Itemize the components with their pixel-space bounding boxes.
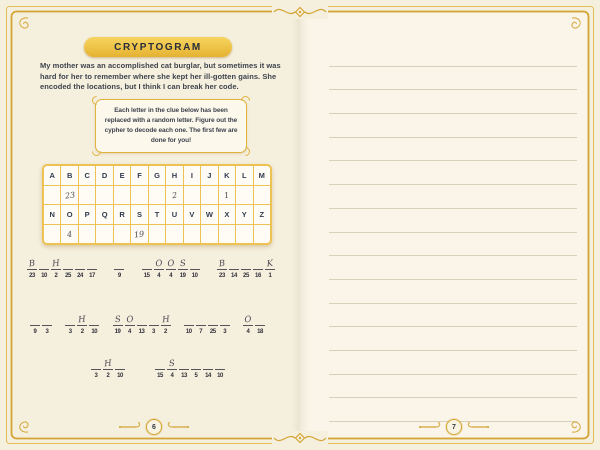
- clue-blank: [39, 259, 49, 279]
- table-number-cell: [254, 186, 270, 204]
- table-number-cell: [114, 186, 130, 204]
- handwritten-letter: [183, 315, 194, 326]
- ruled-line: [329, 233, 577, 257]
- badge-flourish-icon: [118, 421, 144, 433]
- handwritten-letter: O: [154, 258, 163, 270]
- handwritten-letter: [148, 315, 159, 326]
- handwritten-letter: [89, 315, 100, 326]
- handwritten-letter: O: [244, 314, 252, 326]
- cipher-number: 4: [170, 372, 174, 379]
- handwritten-letter: [195, 315, 206, 326]
- handwritten-letter: S: [168, 358, 176, 370]
- table-number-cell: [236, 186, 252, 204]
- cipher-number: 15: [157, 372, 163, 379]
- table-letter-cell: M: [254, 166, 270, 185]
- clue-blank: [166, 259, 176, 279]
- cipher-number: 19: [114, 328, 121, 335]
- clue-blank: [91, 359, 101, 379]
- table-number-cell: [254, 225, 270, 243]
- handwritten-letter: [155, 359, 166, 370]
- table-number-cell: [79, 225, 95, 243]
- clue-blank: [255, 315, 265, 335]
- handwritten-letter: [42, 315, 53, 326]
- callout-corner-flourish-icon: [239, 94, 252, 107]
- table-number-cell: [201, 225, 217, 243]
- handwritten-letter: H: [78, 314, 87, 326]
- table-number-cell: [166, 186, 182, 204]
- cipher-number: 19: [179, 272, 186, 279]
- cipher-number: 25: [243, 272, 249, 279]
- clue-word: [113, 315, 171, 335]
- handwritten-letter: [91, 359, 102, 370]
- clue-row: [30, 315, 265, 335]
- table-number-cell: [114, 225, 130, 243]
- instructions-callout: [95, 99, 247, 153]
- ruled-line: [329, 114, 577, 138]
- cipher-number: 18: [257, 328, 263, 335]
- ruled-line: [329, 209, 577, 233]
- handwritten-letter: [141, 259, 152, 270]
- clue-blank: [217, 259, 227, 279]
- table-letter-cell: O: [61, 205, 77, 224]
- cipher-number: 14: [205, 372, 211, 379]
- clue-blank: [208, 315, 218, 335]
- handwritten-letter: [136, 315, 147, 326]
- clue-blank: [154, 259, 164, 279]
- ruled-line: [329, 161, 577, 185]
- badge-flourish-icon: [418, 421, 444, 433]
- clue-row: [27, 259, 275, 279]
- page-title: CRYPTOGRAM: [114, 41, 202, 53]
- handwritten-letter: O: [125, 314, 134, 326]
- table-number-cell: [96, 186, 112, 204]
- table-number-cell: [149, 186, 165, 204]
- handwritten-letter: B: [218, 258, 226, 270]
- clue-word: [243, 315, 265, 335]
- cipher-number: 2: [80, 328, 84, 335]
- clue-blank: [27, 259, 37, 279]
- cipher-number: 4: [128, 328, 131, 335]
- handwritten-letter: [75, 259, 86, 270]
- cipher-number: 10: [91, 328, 98, 335]
- handwritten-letter: H: [51, 258, 61, 270]
- right-page-number: 7: [446, 419, 462, 435]
- table-number-cell: [44, 186, 60, 204]
- ruled-line: [329, 280, 577, 304]
- handwritten-letter: [191, 359, 202, 370]
- clue-blank: [125, 315, 135, 335]
- clue-blank: [75, 259, 85, 279]
- handwritten-letter: H: [103, 358, 113, 370]
- handwritten-letter: [39, 259, 50, 270]
- handwritten-letter: [255, 315, 266, 326]
- clue-blank: [89, 315, 99, 335]
- clue-blank: [149, 315, 159, 335]
- clue-blank: [30, 315, 40, 335]
- clue-word: [30, 315, 52, 335]
- cipher-number: 13: [181, 372, 187, 379]
- cipher-number: 10: [41, 272, 47, 279]
- table-letter-cell: B: [61, 166, 77, 185]
- handwritten-letter: [63, 259, 74, 270]
- cipher-number: 25: [65, 272, 71, 279]
- ruled-line: [329, 375, 577, 399]
- clue-blank: [253, 259, 263, 279]
- handwritten-letter: H: [161, 314, 170, 326]
- handwritten-letter: K: [266, 258, 274, 270]
- clue-blank: [114, 259, 124, 279]
- intro-text: My mother was an accomplished cat burglar, but sometimes it was hard for her to remember where she kept her ill-gotten gains. She encoded the locations, but I think I can break her code.: [40, 61, 281, 91]
- handwritten-letter: [179, 359, 190, 370]
- cipher-number: 3: [152, 328, 155, 335]
- clue-blank: [215, 359, 225, 379]
- cipher-number: 10: [185, 328, 192, 335]
- table-number-cell: [96, 225, 112, 243]
- cipher-number: 2: [164, 328, 167, 335]
- clue-blank: [196, 315, 206, 335]
- cipher-number: 2: [106, 372, 110, 379]
- cipher-number: 3: [94, 372, 98, 379]
- handwritten-letter: [87, 259, 98, 270]
- clue-blank: [265, 259, 275, 279]
- table-letter-cell: T: [149, 205, 165, 224]
- handwritten-letter: [30, 315, 41, 326]
- table-number-cell: [131, 186, 147, 204]
- handwritten-letter: [240, 259, 251, 270]
- cipher-number: 13: [138, 328, 145, 335]
- handwritten-number: 1: [223, 190, 230, 200]
- table-letter-cell: K: [219, 166, 235, 185]
- table-letter-cell: F: [131, 166, 147, 185]
- clue-blank: [77, 315, 87, 335]
- cipher-number: 10: [191, 272, 198, 279]
- clue-blank: [178, 259, 188, 279]
- table-number-cell: [61, 225, 77, 243]
- table-letter-cell: H: [166, 166, 182, 185]
- ruled-line: [329, 185, 577, 209]
- clue-word: [142, 259, 200, 279]
- handwritten-number: 4: [66, 229, 73, 239]
- handwritten-letter: [203, 359, 214, 370]
- handwritten-letter: [252, 259, 263, 270]
- cipher-number: 4: [157, 272, 161, 279]
- callout-corner-flourish-icon: [90, 145, 103, 158]
- table-number-cell: [219, 225, 235, 243]
- ruled-line: [329, 256, 577, 280]
- table-letter-cell: S: [131, 205, 147, 224]
- cipher-number: 3: [45, 328, 49, 335]
- cipher-number: 25: [209, 328, 216, 335]
- instructions-text: Each letter in the clue below has been replaced with a random letter. Figure out the cypher to decode each one. The first few are done for you!: [104, 107, 238, 145]
- cipher-number: 14: [231, 272, 237, 279]
- cipher-number: 10: [117, 372, 123, 379]
- clue-blank: [229, 259, 239, 279]
- table-letter-cell: I: [184, 166, 200, 185]
- clue-blank: [63, 259, 73, 279]
- handwritten-letter: [114, 259, 125, 270]
- cipher-number: 9: [33, 328, 37, 335]
- table-number-cell: [149, 225, 165, 243]
- table-letter-cell: L: [236, 166, 252, 185]
- table-letter-cell: E: [114, 166, 130, 185]
- clue-blank: [191, 359, 201, 379]
- clue-blank: [167, 359, 177, 379]
- table-number-cell: [44, 225, 60, 243]
- table-letter-cell: Q: [96, 205, 112, 224]
- clue-blank: [203, 359, 213, 379]
- table-number-cell: [201, 186, 217, 204]
- clue-blank: [179, 359, 189, 379]
- cipher-number: 4: [169, 272, 173, 279]
- handwritten-letter: [65, 315, 76, 326]
- clue-word: [184, 315, 230, 335]
- cipher-number: 16: [255, 272, 261, 279]
- table-number-cell: [131, 225, 147, 243]
- cipher-number: 15: [143, 272, 150, 279]
- handwritten-letter: S: [114, 314, 121, 326]
- ruled-line: [329, 67, 577, 91]
- handwritten-number: 2: [171, 190, 178, 200]
- cipher-number: 5: [194, 372, 198, 379]
- table-letter-cell: C: [79, 166, 95, 185]
- page-number-badge-left: [118, 419, 190, 435]
- handwritten-letter: O: [166, 258, 175, 270]
- table-letter-cell: G: [149, 166, 165, 185]
- handwritten-letter: [215, 359, 226, 370]
- table-number-cell: [219, 186, 235, 204]
- table-letter-cell: Y: [236, 205, 252, 224]
- clue-blank: [142, 259, 152, 279]
- badge-flourish-icon: [464, 421, 490, 433]
- cipher-number: 1: [268, 272, 272, 279]
- clue-blank: [184, 315, 194, 335]
- handwritten-number: 23: [64, 189, 76, 201]
- handwritten-letter: S: [179, 258, 187, 270]
- clue-blank: [155, 359, 165, 379]
- page-number-badge-right: [418, 419, 490, 435]
- table-letter-cell: N: [44, 205, 60, 224]
- table-letter-cell: U: [166, 205, 182, 224]
- table-number-cell: [79, 186, 95, 204]
- handwritten-letter: [219, 315, 230, 326]
- table-number-cell: [184, 225, 200, 243]
- cipher-number: 24: [77, 272, 83, 279]
- clue-blank: [42, 315, 52, 335]
- handwritten-letter: [228, 259, 239, 270]
- ruled-line: [329, 327, 577, 351]
- left-page-number: 6: [146, 419, 162, 435]
- cipher-number: 23: [29, 272, 35, 279]
- clue-blank: [65, 315, 75, 335]
- cipher-number: 2: [54, 272, 58, 279]
- cipher-number: 4: [246, 328, 250, 335]
- clue-blank: [190, 259, 200, 279]
- clue-word: [114, 259, 124, 279]
- clue-blank: [87, 259, 97, 279]
- ruled-line: [329, 90, 577, 114]
- handwritten-letter: [207, 315, 218, 326]
- table-number-cell: [61, 186, 77, 204]
- handwritten-letter: B: [28, 258, 36, 270]
- title-banner: [84, 37, 232, 57]
- clue-word: [91, 359, 125, 379]
- clue-blank: [51, 259, 61, 279]
- clue-word: [27, 259, 97, 279]
- callout-corner-flourish-icon: [90, 94, 103, 107]
- clue-blank: [161, 315, 171, 335]
- table-letter-cell: A: [44, 166, 60, 185]
- table-number-cell: [184, 186, 200, 204]
- table-number-cell: [236, 225, 252, 243]
- table-number-cell: [166, 225, 182, 243]
- badge-flourish-icon: [164, 421, 190, 433]
- clue-row: [91, 359, 225, 379]
- cipher-number: 10: [217, 372, 223, 379]
- table-letter-cell: V: [184, 205, 200, 224]
- table-letter-cell: X: [219, 205, 235, 224]
- clue-blank: [115, 359, 125, 379]
- clue-word: [155, 359, 225, 379]
- clue-word: [65, 315, 99, 335]
- cipher-number: 23: [219, 272, 225, 279]
- cipher-number: 9: [117, 272, 121, 279]
- ruled-line: [329, 351, 577, 375]
- clue-blank: [113, 315, 123, 335]
- cipher-number: 17: [89, 272, 95, 279]
- handwritten-letter: [189, 259, 200, 270]
- table-letter-cell: Z: [254, 205, 270, 224]
- handwritten-letter: [115, 359, 126, 370]
- clue-blank: [241, 259, 251, 279]
- table-letter-cell: R: [114, 205, 130, 224]
- cipher-key-table: [42, 164, 272, 245]
- ruled-line: [329, 43, 577, 67]
- clue-blank: [103, 359, 113, 379]
- notes-page-lines: [329, 43, 577, 422]
- callout-corner-flourish-icon: [239, 145, 252, 158]
- clue-blank: [137, 315, 147, 335]
- ruled-line: [329, 304, 577, 328]
- table-letter-cell: P: [79, 205, 95, 224]
- cipher-number: 3: [68, 328, 72, 335]
- cipher-number: 3: [223, 328, 227, 335]
- cipher-number: 7: [199, 328, 203, 335]
- table-letter-cell: J: [201, 166, 217, 185]
- ruled-line: [329, 138, 577, 162]
- clue-word: [217, 259, 275, 279]
- table-letter-cell: D: [96, 166, 112, 185]
- handwritten-number: 19: [133, 228, 146, 240]
- clue-blank: [243, 315, 253, 335]
- table-letter-cell: W: [201, 205, 217, 224]
- clue-blank: [220, 315, 230, 335]
